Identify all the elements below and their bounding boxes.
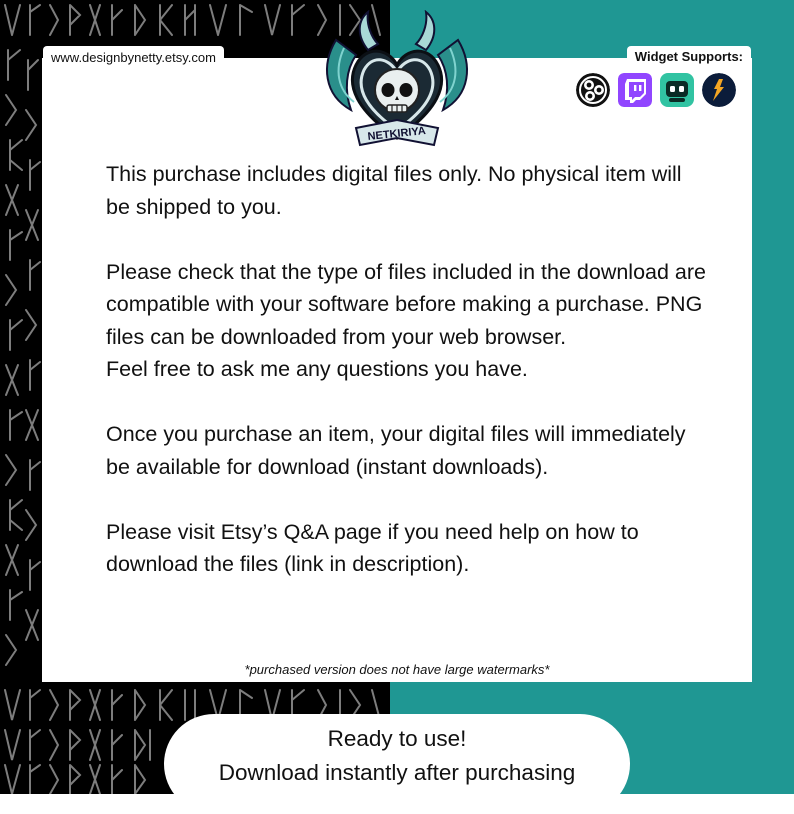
paragraph-compatibility: Please check that the type of files included in the download are compatible with your software before making a purchase. PNG files can be downloaded from your web browser. — [106, 259, 706, 349]
logo-wordmark: NETKIRIYA — [367, 125, 427, 144]
streamelements-icon — [702, 73, 736, 107]
paragraph-instant-download: Once you purchase an item, your digital files will immediately be available for download (instant downloads). — [106, 422, 686, 479]
twitch-icon — [618, 73, 652, 107]
ready-banner-line1: Ready to use! — [327, 726, 467, 751]
shop-url-label: www.designbynetty.etsy.com — [43, 46, 224, 70]
paragraph-digital-only: This purchase includes digital files only. No physical item will be shipped to you. — [106, 162, 682, 219]
ready-banner-line2: Download instantly after purchasing — [218, 760, 576, 785]
paragraph-etsy-help: Please visit Etsy’s Q&A page if you need help on how to download the files (link in description). — [106, 519, 639, 576]
widget-icons — [576, 72, 748, 108]
paragraph-questions: Feel free to ask me any questions you have. — [106, 357, 528, 381]
widget-supports-label: Widget Supports: — [627, 46, 751, 68]
ready-banner-text — [164, 722, 630, 790]
watermark-note: *purchased version does not have large watermarks* — [244, 662, 550, 677]
obs-studio-icon — [576, 73, 610, 107]
info-text — [106, 158, 706, 581]
streamlabs-icon — [660, 73, 694, 107]
netkiriya-logo — [316, 10, 478, 160]
